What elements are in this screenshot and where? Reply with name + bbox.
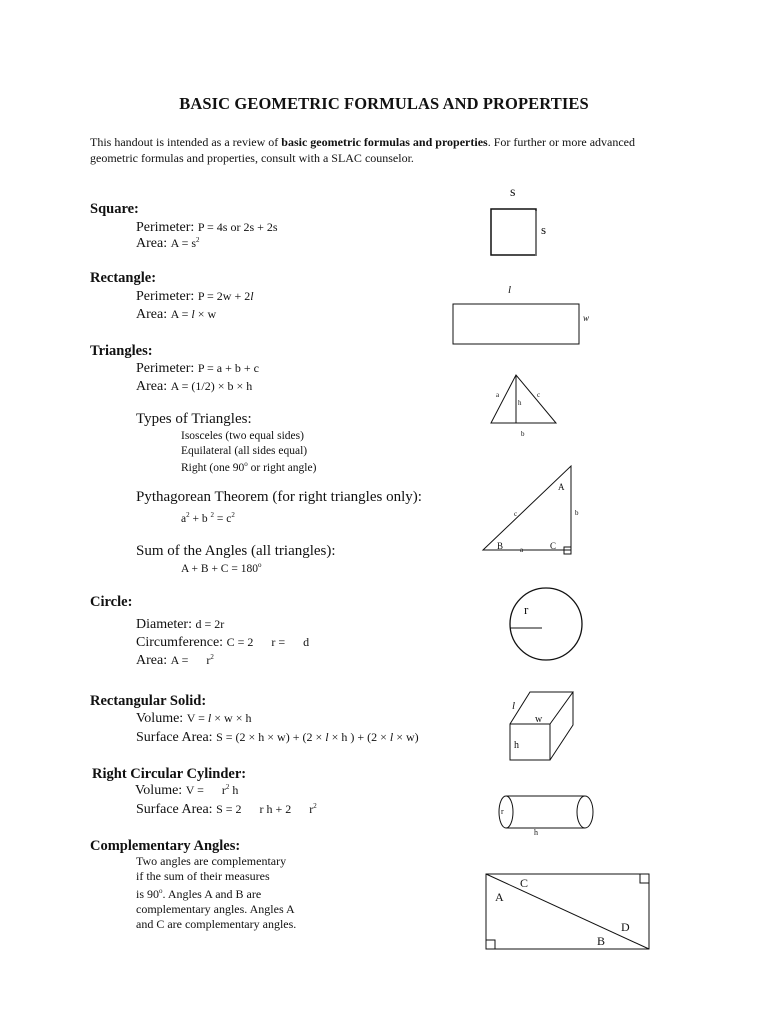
circle-label-r: r bbox=[524, 602, 529, 617]
formula: P = a + b + c bbox=[197, 361, 259, 375]
a: a bbox=[181, 513, 187, 525]
comp-label-D: D bbox=[621, 920, 630, 934]
degree: o bbox=[257, 561, 262, 569]
right-angle-top bbox=[640, 874, 649, 883]
superscript: 2 bbox=[313, 802, 317, 810]
label: Perimeter: bbox=[136, 220, 198, 235]
complementary-heading: Complementary Angles: bbox=[90, 838, 241, 854]
superscript: 2 bbox=[196, 236, 200, 244]
formula: A = r bbox=[170, 653, 211, 667]
label: Perimeter: bbox=[136, 289, 198, 304]
b: + b bbox=[189, 513, 211, 525]
intro-text-end: . For further or more advanced bbox=[487, 135, 635, 149]
right-label-A: A bbox=[558, 482, 565, 492]
cylinder-label-h: h bbox=[534, 828, 538, 837]
text-line: and C are complementary angles. bbox=[136, 917, 297, 931]
text: or right angle) bbox=[247, 462, 317, 474]
label: Area: bbox=[136, 236, 171, 251]
formula: S = 2 r h + 2 r bbox=[216, 802, 314, 816]
formula: S = (2 × h × w) + (2 × bbox=[216, 730, 326, 744]
formula: V = bbox=[186, 711, 208, 725]
superscript: 2 bbox=[186, 511, 190, 519]
comp-label-C: C bbox=[520, 876, 529, 890]
c: = c bbox=[213, 513, 232, 525]
degree: o bbox=[159, 887, 163, 895]
text: is 90 bbox=[136, 887, 160, 901]
type-isosceles: Isosceles (two equal sides) bbox=[181, 430, 304, 442]
solid-label-h: h bbox=[514, 740, 519, 751]
intro-text: This handout is intended as a review of bbox=[90, 135, 282, 149]
triangle-label-b: b bbox=[521, 430, 525, 438]
formula: A + B + C = 180 bbox=[181, 563, 258, 575]
italic-l: l bbox=[389, 730, 394, 744]
cylinder-label-r: r bbox=[501, 807, 504, 816]
solid-label-l: l bbox=[512, 700, 516, 712]
label: Perimeter: bbox=[136, 361, 198, 376]
text-line: Two angles are complementary bbox=[136, 854, 287, 868]
text-line: if the sum of their measures bbox=[136, 869, 270, 883]
text: Right (one 90 bbox=[181, 462, 245, 474]
formula: P = 2w + 2 bbox=[197, 289, 251, 303]
triangle-label-a: a bbox=[496, 391, 500, 399]
superscript: 2 bbox=[231, 511, 235, 519]
right-label-b: b bbox=[575, 509, 579, 517]
label: Circumference: bbox=[136, 635, 227, 650]
intro-line-2: geometric formulas and properties, consult with a SLAC counselor. bbox=[90, 151, 414, 165]
formula: A = (1/2) × b × h bbox=[170, 379, 253, 393]
italic-l: l bbox=[325, 730, 329, 744]
intro-bold-text: basic geometric formulas and properties bbox=[281, 135, 488, 149]
formula: × h ) + (2 × bbox=[328, 730, 390, 744]
rectangle-label-side: w bbox=[583, 313, 590, 323]
page-title: BASIC GEOMETRIC FORMULAS AND PROPERTIES bbox=[179, 94, 589, 113]
complementary-diagonal bbox=[486, 874, 649, 949]
label: Area: bbox=[136, 653, 171, 668]
formula: × w) bbox=[393, 730, 419, 744]
right-label-c: c bbox=[514, 510, 518, 518]
right-label-C: C bbox=[550, 541, 557, 551]
right-angle-bottom bbox=[486, 940, 495, 949]
label: Area: bbox=[136, 379, 171, 394]
superscript: 2 bbox=[210, 511, 214, 519]
text-line: complementary angles. Angles A bbox=[136, 902, 295, 916]
italic-l: l bbox=[207, 711, 212, 725]
rect-solid-heading: Rectangular Solid: bbox=[90, 693, 207, 709]
formula: V = r bbox=[185, 783, 226, 797]
label: Surface Area: bbox=[136, 802, 217, 817]
label: Area: bbox=[136, 307, 171, 322]
label: Surface Area: bbox=[136, 730, 217, 745]
cylinder-heading: Right Circular Cylinder: bbox=[92, 766, 247, 782]
text: . Angles A and B are bbox=[162, 887, 262, 901]
formula: d = 2r bbox=[195, 617, 225, 631]
square-label-top: s bbox=[510, 185, 516, 200]
formula: P = 4s or 2s + 2s bbox=[197, 220, 278, 234]
triangles-heading: Triangles: bbox=[90, 343, 153, 359]
degree: o bbox=[244, 460, 248, 468]
italic-l: l bbox=[191, 307, 195, 321]
rectangle-heading: Rectangle: bbox=[90, 270, 157, 286]
rectangle-label-top: l bbox=[508, 284, 512, 296]
solid-label-w: w bbox=[535, 714, 543, 725]
pythagorean-heading: Pythagorean Theorem (for right triangles only): bbox=[136, 489, 422, 505]
triangle-label-c: c bbox=[537, 391, 541, 399]
comp-label-B: B bbox=[597, 934, 606, 948]
formula: h bbox=[229, 783, 239, 797]
angles-heading: Sum of the Angles (all triangles): bbox=[136, 543, 336, 559]
type-equilateral: Equilateral (all sides equal) bbox=[181, 445, 308, 457]
triangle-label-h: h bbox=[518, 399, 522, 407]
formula: × w bbox=[194, 307, 217, 321]
formula: C = 2 r = d bbox=[226, 635, 310, 649]
square-label-side: s bbox=[541, 222, 547, 237]
label: Volume: bbox=[136, 711, 187, 726]
types-heading: Types of Triangles: bbox=[136, 411, 252, 427]
right-label-a: a bbox=[520, 546, 524, 554]
comp-label-A: A bbox=[495, 890, 504, 904]
superscript: 2 bbox=[210, 653, 214, 661]
italic-l: l bbox=[250, 289, 254, 303]
label: Diameter: bbox=[136, 617, 196, 632]
formula: A = s bbox=[170, 236, 197, 250]
label: Volume: bbox=[135, 783, 186, 798]
right-label-B: B bbox=[497, 541, 504, 551]
superscript: 2 bbox=[225, 783, 230, 791]
formula: × w × h bbox=[211, 711, 252, 725]
square-heading: Square: bbox=[90, 201, 139, 217]
circle-heading: Circle: bbox=[90, 594, 133, 610]
formula: A = bbox=[170, 307, 192, 321]
